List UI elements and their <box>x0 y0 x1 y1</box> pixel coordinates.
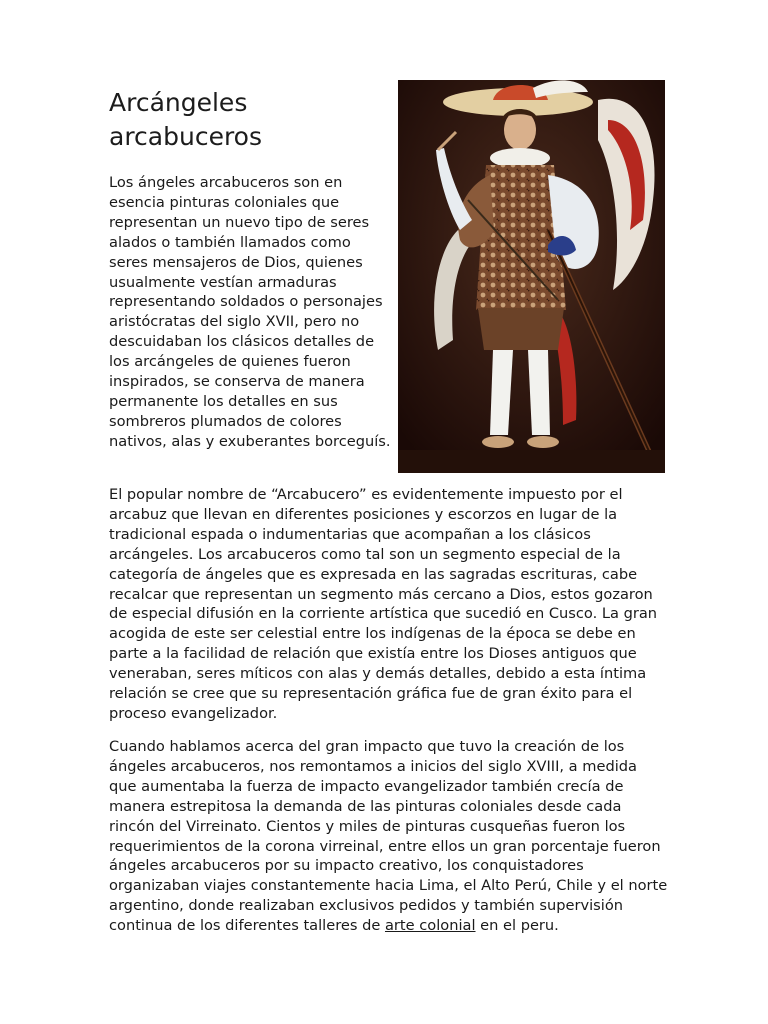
paragraph-impact-tail: en el peru. <box>475 917 559 935</box>
intro-paragraph: Los ángeles arcabuceros son en esencia pinturas coloniales que representan un nuevo tipo de seres alados o también llamados como seres mensajeros de Dios, quienes usualmente vestían armaduras representando soldados o personajes aristócratas del siglo XVII, pero no descuidaban los clásicos detalles de los arcángeles de quienes fueron inspirados, se conserva de manera permanente los detalles en sus sombreros plumados de colores nativos, alas y exuberantes borceguís. <box>109 174 391 450</box>
angel-arcabucero-painting-icon <box>398 80 665 473</box>
title-line-2: arcabuceros <box>109 122 263 151</box>
page-title <box>109 86 389 154</box>
title-line-1: Arcángeles <box>109 88 248 117</box>
arte-colonial-link[interactable]: arte colonial <box>384 917 476 935</box>
paragraph-arcabucero-name: El popular nombre de “Arcabucero” es evidentemente impuesto por el arcabuz que llevan en diferentes posiciones y escorzos en lugar de la tradicional espada o indumentarias que acompañan a los clásicos arcángeles. Los arcabuceros como tal son un segmento especial de la categoría de ángeles que es expresada en las sagradas escrituras, cabe recalcar que representan un segmento más cercano a Dios, estos gozaron de especial difusión en la corriente artística que sucedió en Cusco. La gran acogida de este ser celestial entre los indígenas de la época se debe en parte a la facilidad de relación que existía entre los Dioses antiguos que veneraban, seres míticos con alas y demás detalles, debido a esta íntima relación se cree que su representación gráfica fue de gran éxito para el proceso evangelizador. <box>109 486 658 722</box>
painting-image <box>398 80 665 473</box>
paragraph-impact <box>109 737 669 936</box>
paragraph-impact-text: Cuando hablamos acerca del gran impacto que tuvo la creación de los ángeles arcabuceros, nos remontamos a inicios del siglo XVIII, a medida que aumentaba la fuerza de impacto evangelizador también crecía de manera estrepitosa la demanda de las pinturas coloniales desde cada rincón del Virreinato. Cientos y miles de pinturas cusqueñas fueron los requerimientos de la corona virreinal, entre ellos un gran porcentaje fueron ángeles arcabuceros por su impacto creativo, los conquistadores organizaban viajes constantemente hacia Lima, el Alto Perú, Chile y el norte argentino, donde realizaban exclusivos pedidos y también supervisión continua de los diferentes talleres de <box>109 738 668 935</box>
